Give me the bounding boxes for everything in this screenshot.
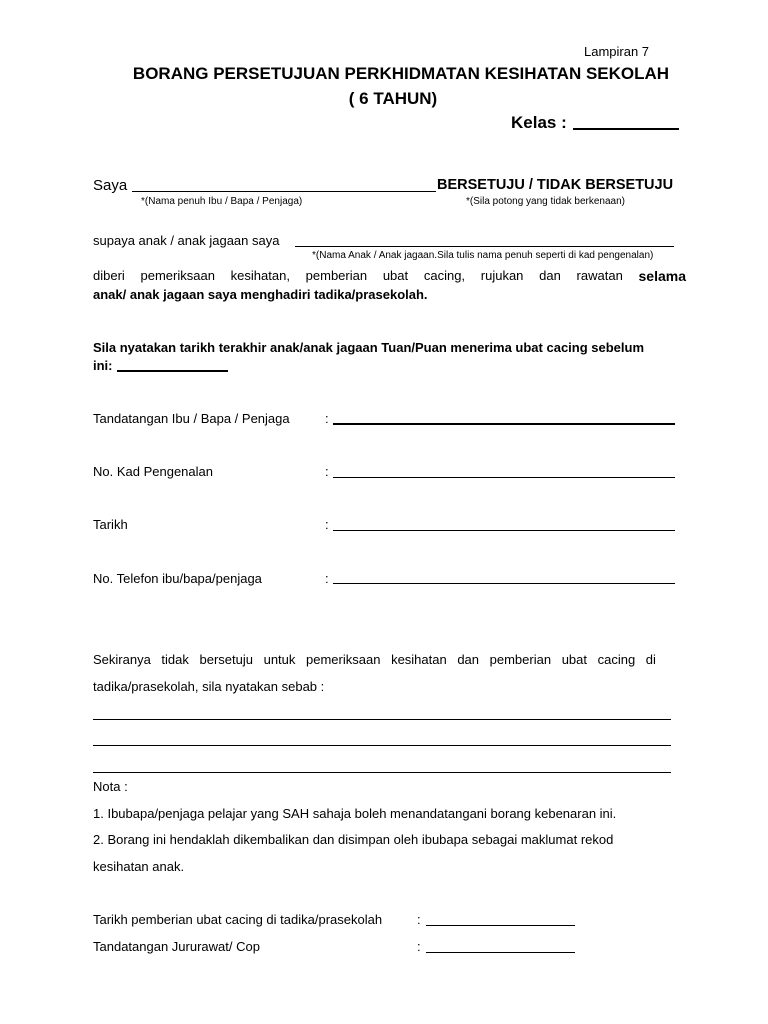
nurse-sign-label: Tandatangan Jururawat/ Cop <box>93 939 260 954</box>
class-label: Kelas : <box>511 113 567 132</box>
saya-label: Saya <box>93 177 128 194</box>
reason-line[interactable] <box>93 772 671 773</box>
word: untuk <box>263 652 296 667</box>
consent-options[interactable]: BERSETUJU / TIDAK BERSETUJU <box>437 177 674 193</box>
nurse-sign-line[interactable] <box>426 952 575 953</box>
deworm-question-cont: ini: <box>93 358 113 373</box>
child-label: supaya anak / anak jagaan saya <box>93 233 280 248</box>
field-colon: : <box>417 939 421 954</box>
field-colon: : <box>325 517 329 532</box>
word: bersetuju <box>199 652 253 667</box>
field-label-date: Tarikh <box>93 517 128 532</box>
official-date-line[interactable] <box>426 925 575 926</box>
word: pemeriksaan <box>140 268 215 283</box>
word: pemeriksaan <box>306 652 381 667</box>
signature-line[interactable] <box>333 423 675 425</box>
note-item-1: 1. Ibubapa/penjaga pelajar yang SAH sahaja boleh menandatangani borang kebenaran ini. <box>93 806 617 821</box>
reason-line[interactable] <box>93 745 671 746</box>
phone-line[interactable] <box>333 583 675 584</box>
word: pemberian <box>305 268 368 283</box>
notes-heading: Nota : <box>93 779 128 794</box>
word: di <box>645 652 656 667</box>
word: diberi <box>93 268 125 283</box>
class-input-line[interactable] <box>573 128 679 130</box>
word: dan <box>539 268 561 283</box>
field-colon: : <box>325 411 329 426</box>
date-line[interactable] <box>333 530 675 531</box>
strike-hint: *(Sila potong yang tidak berkenaan) <box>466 196 625 207</box>
word: tidak <box>161 652 189 667</box>
services-line-2: anak/ anak jagaan saya menghadiri tadika/prasekolah. <box>93 287 428 302</box>
word: Sekiranya <box>93 652 151 667</box>
word: cacing, <box>423 268 466 283</box>
field-colon: : <box>417 912 421 927</box>
deworm-question: Sila nyatakan tarikh terakhir anak/anak jagaan Tuan/Puan menerima ubat cacing sebelum <box>93 340 645 355</box>
ic-number-line[interactable] <box>333 477 675 478</box>
field-colon: : <box>325 464 329 479</box>
services-line-1 <box>93 268 686 284</box>
parent-name-hint: *(Nama penuh Ibu / Bapa / Penjaga) <box>141 196 303 207</box>
refusal-line-2: tadika/prasekolah, sila nyatakan sebab : <box>93 679 325 694</box>
field-label-phone: No. Telefon ibu/bapa/penjaga <box>93 571 262 586</box>
word: pemberian <box>489 652 552 667</box>
parent-name-line[interactable] <box>132 191 436 192</box>
word: rujukan <box>480 268 524 283</box>
word: kesihatan, <box>230 268 290 283</box>
word: ubat <box>382 268 409 283</box>
word: dan <box>457 652 480 667</box>
form-subtitle: ( 6 TAHUN) <box>348 89 438 108</box>
note-item-2: 2. Borang ini hendaklah dikembalikan dan disimpan oleh ibubapa sebagai maklumat rekod <box>93 832 614 847</box>
field-label-ic: No. Kad Pengenalan <box>93 464 213 479</box>
reason-line[interactable] <box>93 719 671 720</box>
word: kesihatan <box>391 652 447 667</box>
word: cacing <box>597 652 636 667</box>
refusal-line-1 <box>93 652 656 667</box>
field-colon: : <box>325 571 329 586</box>
word: rawatan <box>576 268 623 283</box>
official-date-label: Tarikh pemberian ubat cacing di tadika/prasekolah <box>93 912 383 927</box>
form-title: BORANG PERSETUJUAN PERKHIDMATAN KESIHATAN SEKOLAH <box>132 64 670 83</box>
note-item-2-cont: kesihatan anak. <box>93 859 185 874</box>
field-label-signature: Tandatangan Ibu / Bapa / Penjaga <box>93 411 290 426</box>
word: ubat <box>561 652 587 667</box>
word-bold: selama <box>638 268 686 284</box>
child-name-line[interactable] <box>295 246 674 247</box>
appendix-label: Lampiran 7 <box>584 44 650 59</box>
deworm-date-line[interactable] <box>117 370 228 372</box>
child-name-hint: *(Nama Anak / Anak jagaan.Sila tulis nama penuh seperti di kad pengenalan) <box>312 250 654 261</box>
